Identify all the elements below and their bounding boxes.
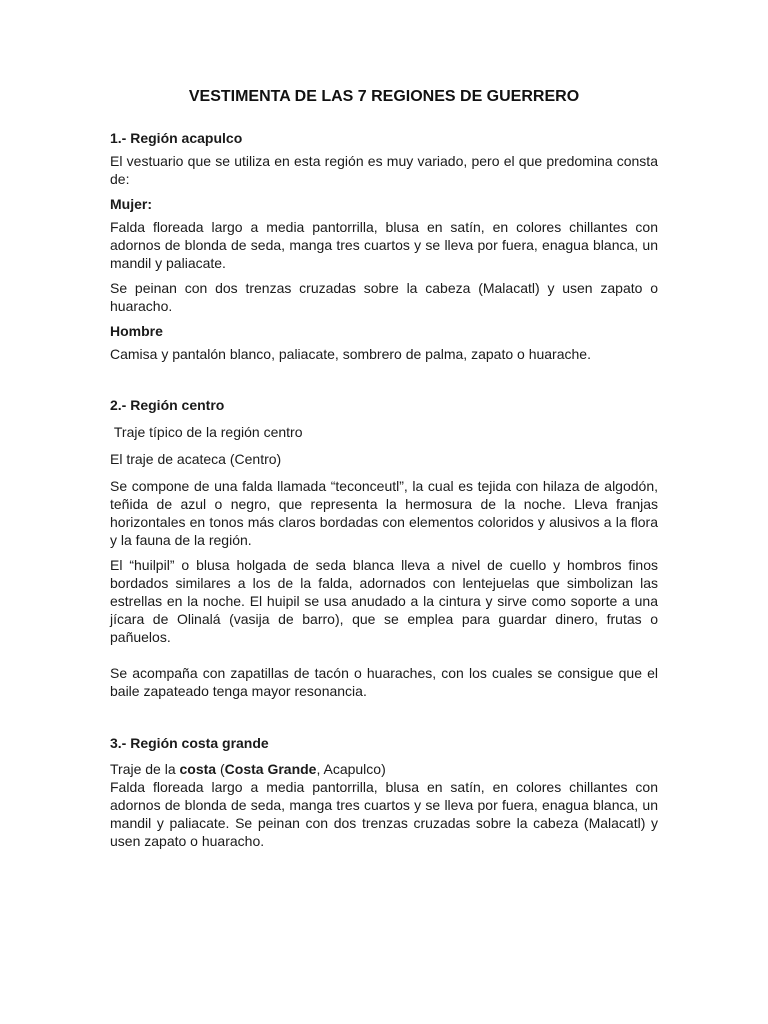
men-label: Hombre bbox=[110, 323, 163, 339]
women-paragraph-2: Se peinan con dos trenzas cruzadas sobre la cabeza (Malacatl) y usen zapato o huaracho. bbox=[110, 280, 658, 314]
section-region-centro bbox=[110, 396, 658, 700]
section-region-acapulco bbox=[110, 129, 658, 363]
text: , Acapulco) bbox=[316, 761, 386, 777]
bold-text: Costa Grande bbox=[224, 761, 317, 777]
bold-text: costa bbox=[179, 761, 217, 777]
paragraph: El traje de acateca (Centro) bbox=[110, 451, 282, 467]
paragraph: Se acompaña con zapatillas de tacón o huaraches, con los cuales se consigue que el baile zapateado tenga mayor resonancia. bbox=[110, 665, 658, 699]
section-heading: 3.- Región costa grande bbox=[110, 735, 269, 751]
section-heading: 2.- Región centro bbox=[110, 397, 225, 413]
document-title: VESTIMENTA DE LAS 7 REGIONES DE GUERRERO bbox=[188, 88, 580, 105]
women-paragraph-1: Falda floreada largo a media pantorrilla, blusa en satín, en colores chillantes con adornos de blonda de seda, manga tres cuartos y se lleva por fuera, enagua blanca, un mandil y paliacate. bbox=[110, 219, 658, 271]
text: Traje de la bbox=[110, 761, 180, 777]
women-label: Mujer: bbox=[110, 196, 152, 212]
section-intro: El vestuario que se utiliza en esta región es muy variado, pero el que predomina consta de: bbox=[110, 153, 658, 187]
section-region-costa-grande bbox=[110, 734, 658, 850]
text: ( bbox=[216, 761, 225, 777]
men-paragraph: Camisa y pantalón blanco, paliacate, sombrero de palma, zapato o huarache. bbox=[110, 346, 591, 362]
paragraph: Falda floreada largo a media pantorrilla, blusa en satín, en colores chillantes con adornos de blonda de seda, manga tres cuartos y se lleva por fuera, enagua blanca, un mandil y paliacate. Se peinan con dos trenzas cruzadas sobre la cabeza (Malacatl) y usen zapato o huaracho. bbox=[110, 779, 658, 849]
costa-line bbox=[110, 760, 658, 778]
section-heading: 1.- Región acapulco bbox=[110, 130, 243, 146]
paragraph: Traje típico de la región centro bbox=[110, 424, 303, 440]
paragraph: El “huilpil” o blusa holgada de seda blanca lleva a nivel de cuello y hombros finos bordados similares a los de la falda, adornados con lentejuelas que simbolizan las estrellas en la noche. El huipil se usa anudado a la cintura y sirve como soporte a una jícara de Olinalá (vasija de barro), que se emplea para guardar dinero, frutas o pañuelos. bbox=[110, 557, 658, 645]
paragraph: Se compone de una falda llamada “teconceutl”, la cual es tejida con hilaza de algodón, teñida de azul o negro, que representa la hermosura de la noche. Lleva franjas horizontales en tonos más claros bordadas con elementos coloridos y alusivos a la flora y la fauna de la región. bbox=[110, 478, 658, 548]
